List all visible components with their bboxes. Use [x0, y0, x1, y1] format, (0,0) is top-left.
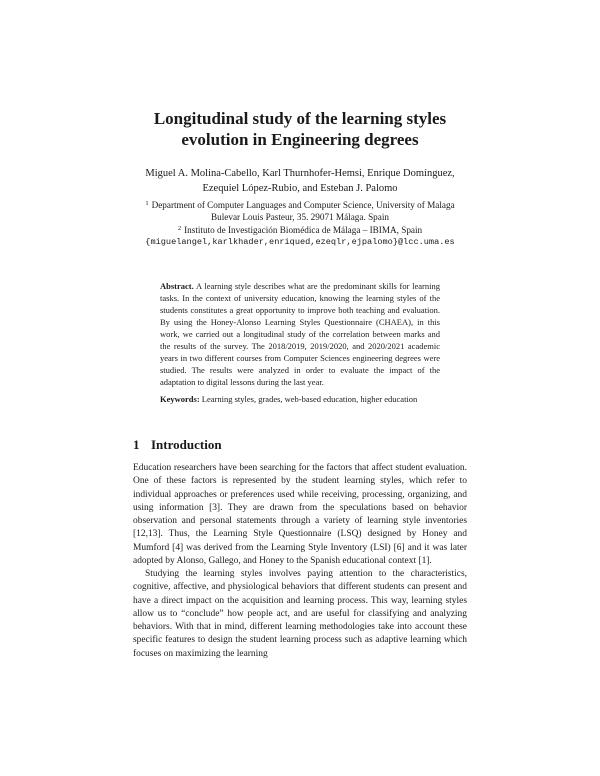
affiliation-1-line-2: Bulevar Louis Pasteur, 35. 29071 Málaga. Spain: [211, 212, 389, 222]
keywords-label: Keywords:: [160, 394, 200, 404]
authors-line-2: Ezequiel López-Rubio, and Esteban J. Palomo: [202, 183, 398, 194]
email-addresses: {miguelangel,karlkhader,enriqued,ezeqlr,ejpalomo}@lcc.uma.es: [145, 237, 455, 247]
paper-title: [100, 108, 500, 150]
section-title: Introduction: [151, 437, 222, 452]
affiliations: [80, 198, 520, 248]
intro-paragraph-1: Education researchers have been searching for the factors that affect student evaluation. One of these factors is represented by the student learning styles, which refer to individual approaches or preferences used while receiving, processing, organizing, and using information [3]. They are drawn from the speculations based on behavior observation and personal statements through a variety of learning style inventories [12,13]. Thus, the Learning Style Questionnaire (LSQ) designed by Honey and Mumford [4] was derived from the Learning Style Inventory (LSI) [6] and it was later adopted by Alonso, Gallego, and Honey to the Spanish educational context [1].: [133, 463, 467, 566]
title-line-1: Longitudinal study of the learning styles: [153, 109, 447, 128]
affiliation-2-mark: 2: [177, 225, 182, 232]
abstract-text: A learning style describes what are the predominant skills for learning tasks. In the context of university education, knowing the learning styles of the students constitutes a great opportunity to improve both teaching and evaluation. By using the Honey-Alonso Learning Styles Questionnaire (CHAEA), in this work, we carried out a longitudinal study of the correlation between marks and the results of the survey. The 2018/2019, 2019/2020, and 2020/2021 academic years in two different courses from Computer Sciences engineering degrees were studied. The results were analyzed in order to evaluate the impact of the adaptation to digital lessons during the last year.: [160, 281, 440, 387]
affiliation-1-text: Department of Computer Languages and Computer Science, University of Malaga: [151, 200, 455, 210]
abstract-label: Abstract.: [160, 281, 194, 291]
affiliation-1-line-1: [80, 198, 520, 211]
keywords-text: Learning styles, grades, web-based education, higher education: [201, 394, 418, 404]
title-line-2: evolution in Engineering degrees: [181, 130, 419, 149]
affiliation-2-text: Instituto de Investigación Biomédica de Málaga – IBIMA, Spain: [184, 225, 423, 235]
section-heading-introduction: [133, 437, 222, 453]
keywords: [160, 393, 440, 405]
section-number: 1: [133, 437, 140, 452]
abstract: [160, 280, 440, 388]
authors-line-1: Miguel A. Molina-Cabello, Karl Thurnhofer-Hemsi, Enrique Domínguez,: [145, 168, 455, 179]
author-list: [100, 166, 500, 196]
intro-paragraph-2: Studying the learning styles involves paying attention to the characteristics, cognitive, affective, and physiological behaviors that different students can present and have a direct impact on the acquisition and learning process. This way, learning styles allow us to “conclude” how people act, and are useful for classifying and analyzing behaviors. With that in mind, different learning methodologies take into account these specific features to design the student learning process such as adaptive learning which focuses on maximizing the learning: [133, 569, 467, 659]
affiliation-2-line-1: [80, 223, 520, 236]
affiliation-1-mark: 1: [145, 200, 149, 207]
introduction-body: [133, 462, 467, 661]
